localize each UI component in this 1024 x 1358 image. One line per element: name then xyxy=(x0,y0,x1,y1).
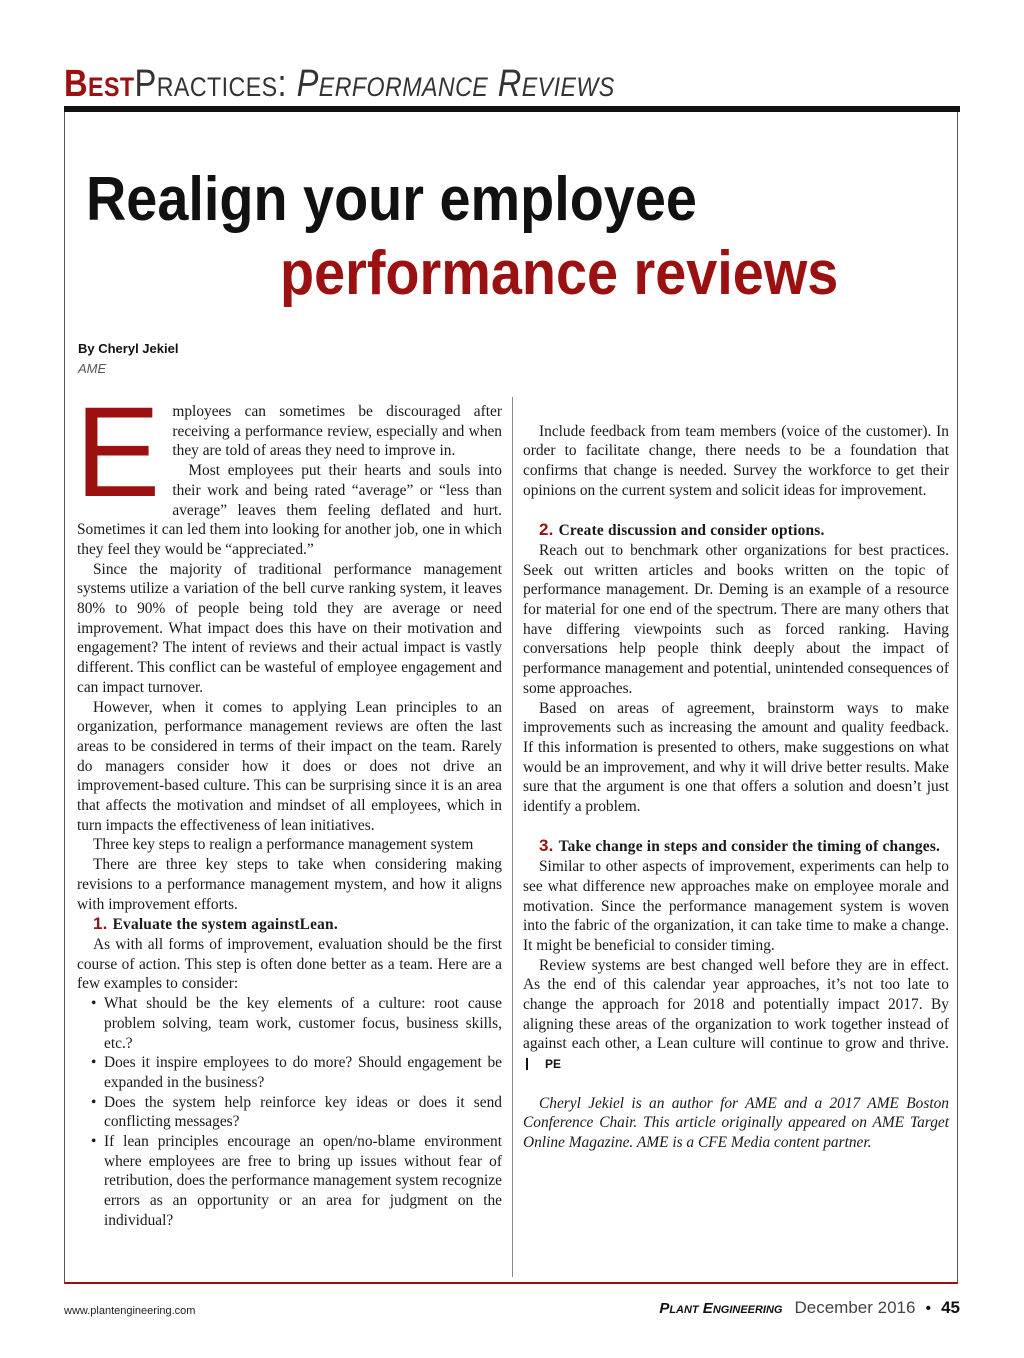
paragraph: Most employees put their hearts and souls into their work and being rated “average” or “less than average” leaves them feeling deflated and hurt. Sometimes it can led them into looking for another job, one in which they feel they would be “appreciated.” xyxy=(77,462,502,558)
section-header-best: Best xyxy=(64,63,135,105)
column-left xyxy=(75,381,502,1231)
bullet-item: • What should be the key elements of a culture: root cause problem solving, team work, customer focus, business skills, etc.? xyxy=(77,994,502,1053)
drop-cap: E xyxy=(75,381,161,524)
paragraph: Similar to other aspects of improvement, experiments can help to see what difference new approaches make on employee morale and motivation. Since the performance management system is woven into the fabric of the organization, it can take time to make a change. It might be beneficial to consider timing. xyxy=(523,858,949,954)
step3-heading xyxy=(523,836,949,857)
footer-url[interactable]: www.plantengineering.com xyxy=(64,1305,196,1317)
page-number: 45 xyxy=(941,1298,960,1317)
paragraph: Three key steps to realign a performance management system xyxy=(93,836,474,854)
intro-text: mployees can sometimes be discouraged after receiving a performance review, especially and when they are told of areas they need to improve in. xyxy=(172,403,502,460)
section-header xyxy=(64,62,615,106)
bullet-item: • Does the system help reinforce key ideas or does it send conflicting messages? xyxy=(77,1093,502,1132)
paragraph: Reach out to benchmark other organizations for best practices. Seek out written articles and books written on the topic of performance management. Dr. Deming is an example of a resource for material for one end of the spectrum. There are many others that have differing viewpoints such as forced ranking. Having conversations help people think deeply about the impact of performance management and potential, unintended consequences of some approaches. xyxy=(523,541,949,697)
step1-title: Evaluate the system againstLean. xyxy=(112,916,338,934)
column-divider xyxy=(512,397,513,1277)
byline: By Cheryl Jekiel xyxy=(78,341,179,356)
step2-title: Create discussion and consider options. xyxy=(558,522,825,540)
step2-heading xyxy=(523,520,949,541)
section-header-topic: Performance Reviews xyxy=(296,63,615,105)
article-title-line1: Realign your employee xyxy=(86,165,697,234)
final-text: Review systems are best changed well before they are in effect. As the end of this calendar year approaches, it’s not too late to change the approach for 2018 and potentially impact 2017. By aligning these areas of the organization to work together instead of against each other, a Lean culture will continue to grow and thrive. xyxy=(523,956,949,1053)
step3-title: Take change in steps and consider the timing of changes. xyxy=(558,838,941,856)
author-affiliation: AME xyxy=(78,361,107,376)
paragraph: Based on areas of agreement, brainstorm ways to make improvements such as increasing the amount and quality feedback. If this information is presented to others, make suggestions on what would be an improvement, and why it will drive better results. Make sure that the argument is one that offers a solution and doesn’t just identify a problem. xyxy=(523,699,949,816)
footer-date: December 2016 xyxy=(794,1298,916,1317)
bullet-item: • If lean principles encourage an open/no-blame environment where employees are free to bring up issues without fear of retribution, does the performance management system recognize errors as an opportunity or an area for judgment on the individual? xyxy=(77,1132,502,1231)
paragraph: However, when it comes to applying Lean principles to an organization, performance management reviews are often the last areas to be considered in terms of their impact on the team. Rarely do managers consider how it does or does not drive an improvement-based culture. This can be surprising since it is an area that affects the motivation and mindset of all employees, which in turn impacts the effectiveness of lean initiatives. xyxy=(77,698,502,834)
end-mark-icon: PE xyxy=(526,1058,561,1070)
article-title-line2: performance reviews xyxy=(280,239,839,308)
paragraph-final xyxy=(523,956,949,1074)
paragraph: Include feedback from team members (voice of the customer). In order to facilitate change, there needs to be a foundation that confirms that change is needed. Survey the workforce to get their opinions on the current system and solicit ideas for improvement. xyxy=(523,422,949,499)
step2-number: 2. xyxy=(539,520,554,540)
paragraph: There are three key steps to take when considering making revisions to a performance management mystem, and how it aligns with improvement efforts. xyxy=(77,856,502,913)
footer-folio xyxy=(659,1298,960,1318)
step1-heading xyxy=(77,914,502,935)
step1-number: 1. xyxy=(93,914,108,934)
paragraph: Since the majority of traditional performance management systems utilize a variation of the bell curve ranking system, it leaves 80% to 90% of people being told they are average or need improvement. What impact does this have on their motivation and engagement? The intent of reviews and their actual impact is vastly different. This conflict can be wasteful of employee engagement and can impact turnover. xyxy=(77,560,502,696)
column-right xyxy=(523,402,949,1153)
section-header-practices: Practices: xyxy=(134,63,288,105)
footer-publication: Plant Engineering xyxy=(659,1300,783,1317)
footer-separator: • xyxy=(925,1300,932,1317)
paragraph: As with all forms of improvement, evaluation should be the first course of action. This step is often done better as a team. Here are a few examples to consider: xyxy=(77,935,502,993)
bullet-list xyxy=(77,994,502,1230)
step3-number: 3. xyxy=(539,836,554,856)
author-bio: Cheryl Jekiel is an author for AME and a 2017 AME Boston Conference Chair. This article originally appeared on AME Target Online Magazine. AME is a CFE Media content partner. xyxy=(523,1094,949,1151)
bullet-item: • Does it inspire employees to do more? Should engagement be expanded in the business? xyxy=(77,1053,502,1092)
